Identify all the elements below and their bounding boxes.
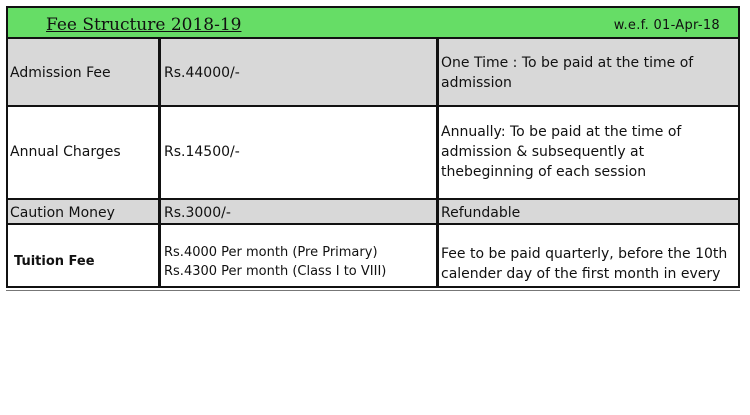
fee-note-annual-line2: admission & subsequently at (441, 144, 645, 160)
fee-note-tuition-line1: Fee to be paid quarterly, before the 10th (441, 246, 728, 262)
fee-label-caution: Caution Money (10, 205, 115, 221)
column-divider (158, 39, 161, 287)
fee-amount-annual: Rs.14500/- (164, 144, 240, 160)
fee-note-annual-line1: Annually: To be paid at the time of (441, 124, 682, 140)
row-divider (8, 198, 738, 200)
column-divider (436, 39, 439, 287)
fee-note-annual-line3: thebeginning of each session (441, 164, 647, 180)
row-divider (8, 105, 738, 107)
effective-date: w.e.f. 01-Apr-18 (613, 18, 720, 33)
crop-edge-line (6, 286, 740, 288)
fee-note-admission-line2: admission (441, 75, 512, 91)
fee-amount-caution: Rs.3000/- (164, 205, 231, 221)
fee-structure-document (6, 6, 740, 287)
fee-note-caution: Refundable (441, 205, 521, 221)
fee-note-tuition-line2: calender day of the first month in every (441, 266, 721, 282)
crop-edge-shadow (6, 290, 740, 291)
table-row (8, 199, 738, 224)
fee-label-annual: Annual Charges (10, 144, 121, 160)
fee-label-tuition: Tuition Fee (14, 254, 95, 269)
fee-amount-admission: Rs.44000/- (164, 65, 240, 81)
fee-amount-tuition-class: Rs.4300 Per month (Class I to VIII) (164, 264, 387, 279)
row-divider (8, 223, 738, 225)
fee-note-admission-line1: One Time : To be paid at the time of (441, 55, 694, 71)
fee-label-admission: Admission Fee (10, 65, 111, 81)
fee-header-bar (6, 6, 740, 39)
fee-amount-tuition-preprimary: Rs.4000 Per month (Pre Primary) (164, 245, 378, 260)
fee-structure-title: Fee Structure 2018-19 (46, 15, 242, 35)
fee-table (6, 39, 740, 287)
